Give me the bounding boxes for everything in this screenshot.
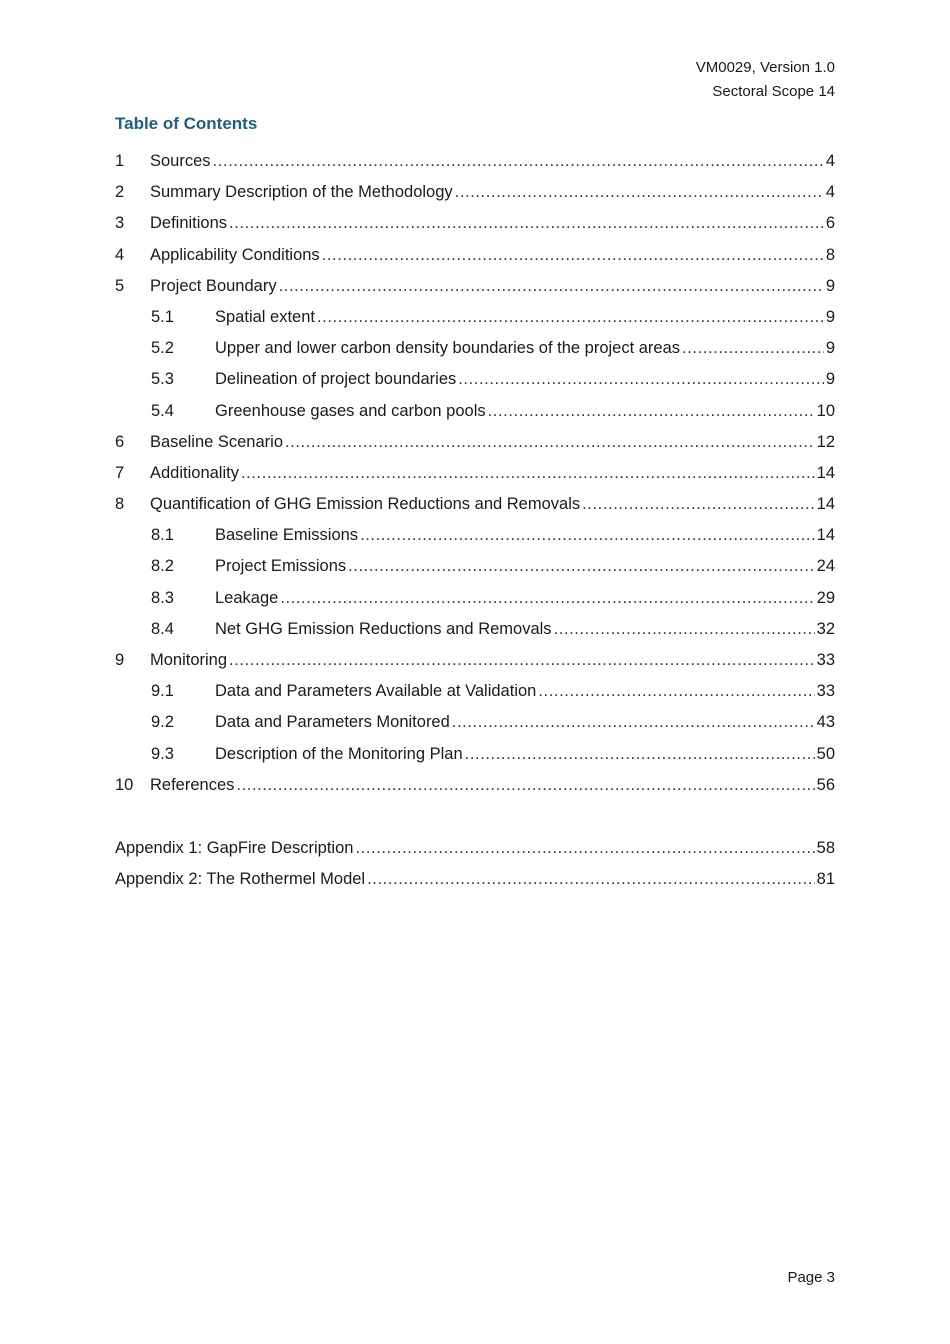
leader-dots <box>241 464 815 483</box>
table-of-contents <box>115 152 835 901</box>
toc-entry-3[interactable] <box>115 214 835 245</box>
leader-dots <box>458 370 824 389</box>
toc-entry-number: 9.3 <box>151 744 174 763</box>
toc-entry-label: Project Emissions <box>215 557 347 576</box>
toc-entry-number: 2 <box>115 183 125 202</box>
toc-entry-page: 9 <box>825 370 835 389</box>
toc-entry-9-3[interactable] <box>115 745 835 776</box>
leader-dots <box>229 214 824 233</box>
toc-entry-page: 9 <box>825 307 835 326</box>
toc-entry-5-2[interactable] <box>115 339 835 370</box>
leader-dots <box>280 589 814 608</box>
toc-entry-page: 9 <box>825 339 835 358</box>
toc-entry-5-1[interactable] <box>115 308 835 339</box>
toc-entry-number: 8 <box>115 495 125 514</box>
toc-entry-label: Baseline Scenario <box>150 432 283 451</box>
leader-dots <box>229 651 815 670</box>
header-scope: Sectoral Scope 14 <box>712 83 835 100</box>
toc-entry-9-1[interactable] <box>115 682 835 713</box>
toc-entry-label: Data and Parameters Available at Validation <box>215 682 537 701</box>
toc-title: Table of Contents <box>115 114 258 133</box>
toc-entry-5-4[interactable] <box>115 402 835 433</box>
toc-entry-8-2[interactable] <box>115 557 835 588</box>
toc-entry-label: Description of the Monitoring Plan <box>215 744 463 763</box>
toc-entry-8-3[interactable] <box>115 589 835 620</box>
leader-dots <box>285 433 815 452</box>
toc-entry-2[interactable] <box>115 183 835 214</box>
leader-dots <box>452 713 815 732</box>
toc-entry-4[interactable] <box>115 246 835 277</box>
toc-entry-label: Upper and lower carbon density boundaries of the project areas <box>215 339 681 358</box>
document-header <box>696 56 835 104</box>
toc-appendix-1[interactable] <box>115 839 835 870</box>
toc-entry-page: 33 <box>816 651 835 669</box>
toc-entry-label: Spatial extent <box>215 307 315 326</box>
toc-entry-5-3[interactable] <box>115 370 835 401</box>
toc-appendix-page: 58 <box>816 838 835 857</box>
leader-dots <box>488 402 815 421</box>
leader-dots <box>538 682 814 701</box>
toc-entry-5[interactable] <box>115 277 835 308</box>
toc-entry-number: 8.2 <box>151 557 174 576</box>
toc-entry-number: 3 <box>115 214 125 233</box>
leader-dots <box>355 839 814 858</box>
toc-entry-label: Net GHG Emission Reductions and Removals <box>215 619 552 638</box>
toc-entry-label: Sources <box>150 152 211 170</box>
toc-entry-label: Quantification of GHG Emission Reductions and Removals <box>150 495 581 514</box>
toc-entry-number: 10 <box>115 775 134 794</box>
toc-entry-number: 9.2 <box>151 713 174 732</box>
leader-dots <box>465 745 815 764</box>
toc-entry-number: 5.3 <box>151 370 174 389</box>
toc-entry-page: 14 <box>816 526 835 545</box>
toc-entry-page: 33 <box>816 682 835 701</box>
toc-entry-9[interactable] <box>115 651 835 682</box>
toc-entry-number: 5.1 <box>151 307 174 326</box>
toc-entry-number: 9 <box>115 651 125 669</box>
toc-entry-page: 24 <box>816 557 835 576</box>
leader-dots <box>236 776 814 795</box>
toc-entry-page: 56 <box>816 775 835 794</box>
toc-entry-page: 10 <box>816 401 835 420</box>
toc-entry-number: 8.4 <box>151 619 174 638</box>
toc-appendix-label: Appendix 1: GapFire Description <box>115 838 354 857</box>
toc-entry-number: 9.1 <box>151 682 174 701</box>
toc-entry-label: Additionality <box>150 463 239 482</box>
toc-spacer <box>115 807 835 839</box>
toc-entry-number: 6 <box>115 432 125 451</box>
toc-entry-label: Leakage <box>215 588 279 607</box>
toc-entry-label: References <box>150 775 235 794</box>
leader-dots <box>367 870 815 889</box>
toc-entry-page: 6 <box>825 214 835 233</box>
leader-dots <box>317 308 824 327</box>
toc-entry-8-4[interactable] <box>115 620 835 651</box>
toc-entry-page: 14 <box>816 495 835 514</box>
leader-dots <box>322 246 824 265</box>
toc-entry-page: 14 <box>816 463 835 482</box>
toc-entry-number: 5.4 <box>151 401 174 420</box>
toc-entry-8-1[interactable] <box>115 526 835 557</box>
toc-entry-page: 12 <box>816 432 835 451</box>
toc-entry-page: 4 <box>825 152 835 170</box>
toc-appendix-2[interactable] <box>115 870 835 901</box>
toc-entry-number: 5 <box>115 276 125 295</box>
toc-entry-page: 29 <box>816 588 835 607</box>
toc-entry-label: Monitoring <box>150 651 228 669</box>
toc-entry-page: 32 <box>816 619 835 638</box>
toc-entry-label: Greenhouse gases and carbon pools <box>215 401 486 420</box>
toc-entry-label: Summary Description of the Methodology <box>150 183 453 202</box>
header-version: VM0029, Version 1.0 <box>695 59 835 76</box>
leader-dots <box>279 277 824 296</box>
toc-entry-number: 5.2 <box>151 339 174 358</box>
toc-entry-number: 8.1 <box>151 526 174 545</box>
leader-dots <box>682 339 824 358</box>
leader-dots <box>360 526 815 545</box>
leader-dots <box>554 620 815 639</box>
toc-entry-label: Baseline Emissions <box>215 526 359 545</box>
toc-entry-page: 50 <box>816 744 835 763</box>
leader-dots <box>348 557 815 576</box>
toc-entry-label: Delineation of project boundaries <box>215 370 457 389</box>
toc-entry-number: 7 <box>115 463 125 482</box>
toc-entry-page: 9 <box>825 276 835 295</box>
toc-appendix-label: Appendix 2: The Rothermel Model <box>115 870 366 889</box>
toc-entry-8[interactable] <box>115 495 835 526</box>
leader-dots <box>213 152 824 171</box>
toc-entry-label: Definitions <box>150 214 228 233</box>
leader-dots <box>582 495 815 514</box>
toc-appendix-page: 81 <box>816 870 835 889</box>
toc-entry-10[interactable] <box>115 776 835 807</box>
toc-entry-page: 4 <box>825 183 835 202</box>
toc-entry-number: 4 <box>115 245 125 264</box>
toc-entry-1[interactable] <box>115 152 835 183</box>
toc-entry-6[interactable] <box>115 433 835 464</box>
toc-entry-label: Data and Parameters Monitored <box>215 713 450 732</box>
page-number: Page 3 <box>787 1269 835 1286</box>
leader-dots <box>455 183 824 202</box>
toc-entry-number: 1 <box>115 152 125 170</box>
toc-entry-7[interactable] <box>115 464 835 495</box>
toc-entry-number: 8.3 <box>151 588 174 607</box>
toc-entry-label: Applicability Conditions <box>150 245 320 264</box>
toc-entry-label: Project Boundary <box>150 276 277 295</box>
toc-entry-page: 8 <box>825 245 835 264</box>
toc-entry-9-2[interactable] <box>115 713 835 744</box>
toc-entry-page: 43 <box>816 713 835 732</box>
